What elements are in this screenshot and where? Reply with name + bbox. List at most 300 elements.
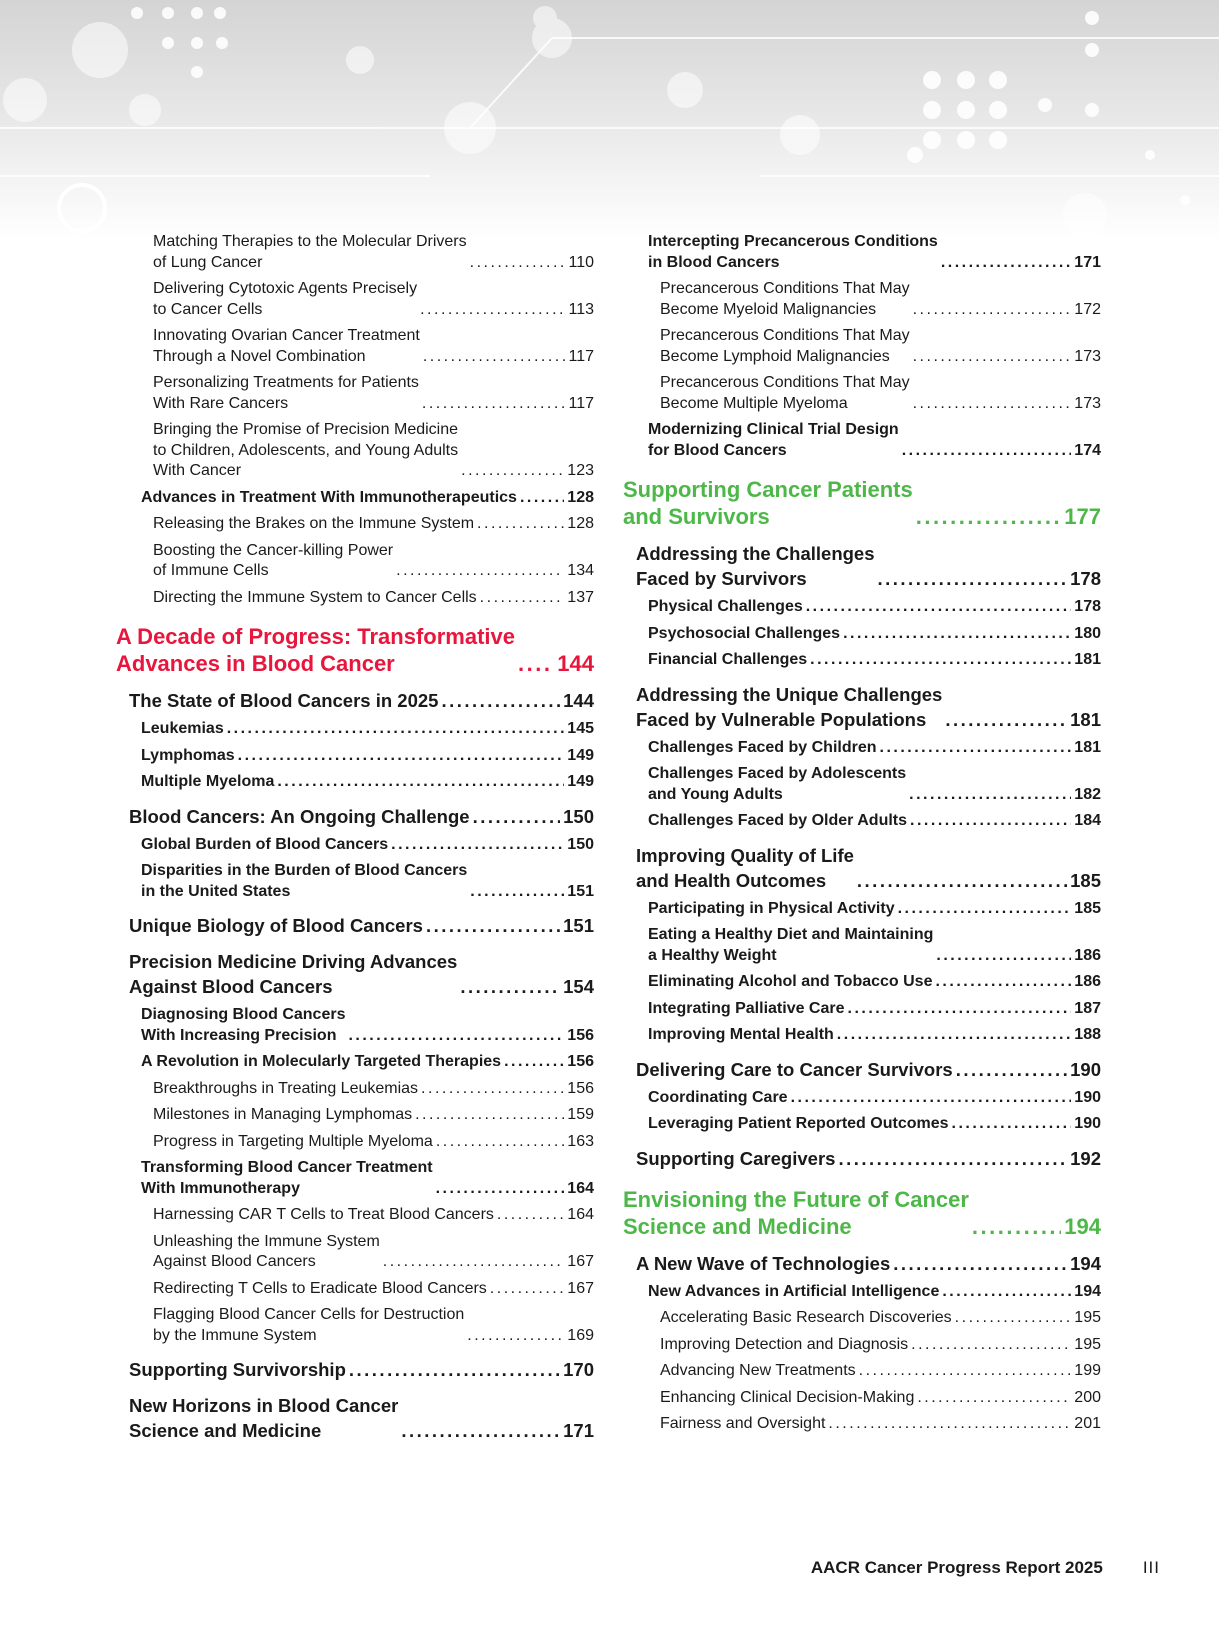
toc-entry-title bbox=[141, 1158, 433, 1199]
toc-entry-title bbox=[116, 623, 515, 677]
toc-entry-page: 178 bbox=[1070, 568, 1101, 589]
dot-leader bbox=[470, 882, 564, 903]
dot-leader bbox=[383, 1252, 565, 1273]
toc-entry-page: 194 bbox=[1064, 1213, 1101, 1239]
toc-entry[interactable] bbox=[623, 1251, 1101, 1276]
toc-entry-title-line: Financial Challenges bbox=[648, 651, 808, 668]
toc-entry[interactable] bbox=[116, 804, 594, 829]
toc-entry-page: 150 bbox=[567, 835, 594, 853]
toc-entry-title-line: Eliminating Alcohol and Tobacco Use bbox=[648, 973, 933, 990]
dot-leader bbox=[902, 441, 1072, 462]
dot-leader bbox=[848, 999, 1072, 1020]
dot-leader bbox=[893, 1251, 1067, 1276]
dot-leader bbox=[349, 1357, 560, 1382]
toc-entry-title-line: Precancerous Conditions That May bbox=[660, 280, 910, 297]
toc-entry-page: 145 bbox=[567, 720, 594, 737]
dot-leader bbox=[473, 804, 561, 829]
dot-leader bbox=[421, 1079, 564, 1100]
dot-leader bbox=[791, 1088, 1072, 1109]
toc-left-column bbox=[116, 232, 594, 1443]
toc-entry-title bbox=[153, 1232, 380, 1273]
dot-leader bbox=[520, 488, 564, 509]
toc-entry[interactable] bbox=[623, 682, 1101, 732]
toc-entry[interactable] bbox=[623, 738, 1101, 759]
toc-entry-page: 156 bbox=[567, 1026, 594, 1044]
toc-entry-title bbox=[660, 1335, 908, 1356]
dot-leader bbox=[828, 1414, 1071, 1435]
toc-entry[interactable] bbox=[116, 1105, 594, 1126]
dot-leader bbox=[917, 1388, 1071, 1409]
toc-entry[interactable] bbox=[116, 232, 594, 273]
toc-entry-title-line: Directing the Immune System to Cancer Cells bbox=[153, 588, 477, 606]
dot-leader bbox=[935, 972, 1071, 993]
toc-entry-title-line: Multiple Myeloma bbox=[141, 773, 275, 790]
toc-entry-title-line: Advancing New Treatments bbox=[660, 1362, 856, 1379]
toc-entry-title-line: Unleashing the Immune System bbox=[153, 1232, 380, 1250]
toc-entry[interactable] bbox=[116, 1158, 594, 1199]
toc-entry-title-line: Transforming Blood Cancer Treatment bbox=[141, 1159, 433, 1176]
toc-entry[interactable] bbox=[116, 420, 594, 482]
toc-entry-title bbox=[153, 1279, 487, 1300]
toc-entry[interactable] bbox=[623, 1282, 1101, 1303]
toc-entry-title-line: Faced by Survivors bbox=[636, 568, 807, 589]
toc-entry-page: 184 bbox=[1074, 812, 1101, 829]
toc-entry-title-line: The State of Blood Cancers in 2025 bbox=[129, 690, 439, 711]
toc-entry[interactable] bbox=[623, 326, 1101, 367]
toc-entry-page: 167 bbox=[567, 1253, 594, 1270]
toc-entry-title bbox=[648, 972, 932, 993]
dot-leader bbox=[460, 974, 560, 999]
toc-entry-title-line: Participating in Physical Activity bbox=[648, 899, 895, 917]
toc-entry-page: 181 bbox=[1074, 651, 1101, 668]
dot-leader bbox=[898, 899, 1072, 920]
toc-entry-title bbox=[129, 949, 457, 999]
toc-entry[interactable] bbox=[116, 746, 594, 767]
toc-entry[interactable] bbox=[116, 1393, 594, 1443]
toc-entry-title-line: to Cancer Cells bbox=[153, 300, 263, 318]
toc-entry[interactable] bbox=[623, 899, 1101, 920]
toc-entry-title-line: by the Immune System bbox=[153, 1326, 317, 1344]
toc-entry-page: 134 bbox=[567, 562, 594, 579]
toc-entry[interactable] bbox=[623, 373, 1101, 414]
toc-entry-page: 156 bbox=[567, 1053, 594, 1070]
toc-entry-title-line: Improving Mental Health bbox=[648, 1026, 834, 1043]
toc-entry-page: 180 bbox=[1074, 624, 1101, 642]
toc-entry-title bbox=[648, 1025, 834, 1046]
toc-entry-title-line: Delivering Care to Cancer Survivors bbox=[636, 1058, 953, 1080]
toc-entry-title-line: Precision Medicine Driving Advances bbox=[129, 951, 458, 972]
toc-entry-page: 177 bbox=[1064, 504, 1101, 529]
toc-entry-page: 192 bbox=[1070, 1147, 1101, 1169]
toc-entry[interactable] bbox=[116, 1079, 594, 1100]
toc-entry-title bbox=[153, 279, 417, 320]
toc-entry[interactable] bbox=[623, 420, 1101, 461]
toc-entry[interactable] bbox=[623, 279, 1101, 320]
toc-entry[interactable] bbox=[623, 925, 1101, 966]
toc-entry-title-line: With Cancer bbox=[153, 462, 242, 479]
dot-leader bbox=[911, 1335, 1071, 1356]
toc-entry[interactable] bbox=[116, 1052, 594, 1073]
toc-entry-title-line: Progress in Targeting Multiple Myeloma bbox=[153, 1132, 433, 1150]
dot-leader bbox=[391, 835, 564, 856]
toc-entry-title bbox=[636, 843, 854, 893]
dot-leader bbox=[913, 300, 1072, 321]
dot-leader bbox=[477, 514, 564, 535]
toc-entry-title-line: a Healthy Weight bbox=[648, 946, 777, 964]
dot-leader bbox=[945, 707, 1067, 732]
toc-entry-title-line: Eating a Healthy Diet and Maintaining bbox=[648, 926, 934, 943]
toc-entry-title-line: Fairness and Oversight bbox=[660, 1415, 826, 1432]
dot-leader bbox=[470, 253, 566, 274]
toc-entry-title-line: New Horizons in Blood Cancer bbox=[129, 1395, 399, 1416]
toc-entry-title-line: and Survivors bbox=[623, 504, 770, 529]
toc-entry-title bbox=[660, 1361, 856, 1382]
dot-leader bbox=[401, 1418, 560, 1443]
toc-entry-title-line: Against Blood Cancers bbox=[129, 976, 333, 997]
toc-entry-title-line: Matching Therapies to the Molecular Drivers bbox=[153, 233, 467, 250]
toc-entry[interactable] bbox=[116, 688, 594, 713]
toc-entry-page: 169 bbox=[567, 1326, 594, 1344]
toc-entry[interactable] bbox=[623, 1114, 1101, 1135]
toc-entry-page: 171 bbox=[1074, 253, 1101, 271]
toc-entry-page: 201 bbox=[1074, 1415, 1101, 1432]
toc-entry-title bbox=[141, 1005, 345, 1046]
dot-leader bbox=[423, 347, 566, 368]
toc-entry[interactable] bbox=[623, 650, 1101, 671]
toc-entry-page: 171 bbox=[563, 1420, 594, 1441]
toc-entry-page: 174 bbox=[1074, 441, 1101, 459]
toc-entry[interactable] bbox=[116, 719, 594, 740]
toc-entry-title-line: Redirecting T Cells to Eradicate Blood Cancers bbox=[153, 1279, 487, 1297]
toc-entry-title bbox=[648, 925, 933, 966]
toc-entry-title-line: New Advances in Artificial Intelligence bbox=[648, 1282, 940, 1300]
toc-entry-title bbox=[648, 738, 877, 759]
toc-entry-title bbox=[648, 650, 807, 671]
toc-entry-title-line: Through a Novel Combination bbox=[153, 347, 366, 365]
toc-entry-title-line: and Health Outcomes bbox=[636, 869, 827, 891]
toc-entry-page: 172 bbox=[1074, 300, 1101, 318]
toc-entry[interactable] bbox=[623, 597, 1101, 618]
toc-entry-page: 163 bbox=[567, 1132, 594, 1150]
dot-leader bbox=[396, 561, 564, 582]
toc-entry-title-line: Psychosocial Challenges bbox=[648, 624, 841, 642]
decorative-ring bbox=[57, 183, 107, 233]
toc-entry-title-line: Innovating Ovarian Cancer Treatment bbox=[153, 327, 420, 344]
toc-entry[interactable] bbox=[623, 764, 1101, 805]
toc-entry-title-line: Challenges Faced by Children bbox=[648, 738, 877, 756]
toc-entry-title bbox=[153, 1132, 433, 1153]
toc-entry[interactable] bbox=[623, 541, 1101, 591]
toc-entry[interactable] bbox=[623, 1335, 1101, 1356]
toc-entry-page: 144 bbox=[557, 651, 594, 676]
toc-entry-title-line: Challenges Faced by Adolescents bbox=[648, 765, 907, 782]
toc-entry-title bbox=[141, 746, 235, 767]
toc-entry-page: 188 bbox=[1074, 1026, 1101, 1043]
toc-entry-page: 128 bbox=[567, 515, 594, 532]
toc-entry[interactable] bbox=[623, 1057, 1101, 1082]
toc-entry-page: 186 bbox=[1074, 946, 1101, 964]
toc-entry[interactable] bbox=[623, 1088, 1101, 1109]
toc-entry-title bbox=[660, 1414, 825, 1435]
toc-entry-page: 185 bbox=[1070, 869, 1101, 891]
dot-leader bbox=[480, 588, 565, 609]
toc-entry-title bbox=[648, 899, 895, 920]
toc-entry-title-line: Advances in Blood Cancer bbox=[116, 651, 395, 676]
toc-entry-title-line: A Decade of Progress: Transformative bbox=[116, 624, 515, 649]
toc-entry-title bbox=[648, 420, 899, 461]
toc-entry-title-line: Intercepting Precancerous Conditions bbox=[648, 233, 938, 250]
toc-entry[interactable] bbox=[623, 232, 1101, 273]
toc-entry-title bbox=[141, 719, 224, 740]
toc-entry-page: 110 bbox=[568, 253, 594, 271]
toc-entry-title-line: Global Burden of Blood Cancers bbox=[141, 835, 389, 853]
toc-entry[interactable] bbox=[623, 972, 1101, 993]
dot-leader bbox=[909, 785, 1071, 806]
dot-leader bbox=[422, 394, 566, 415]
dot-leader bbox=[238, 746, 565, 767]
dot-leader bbox=[436, 1179, 565, 1200]
toc-entry-title-line: Precancerous Conditions That May bbox=[660, 374, 910, 391]
toc-entry[interactable] bbox=[116, 541, 594, 582]
dot-leader bbox=[941, 253, 1071, 274]
toc-entry-page: 195 bbox=[1074, 1335, 1101, 1353]
toc-entry-title bbox=[153, 326, 420, 367]
toc-entry-title bbox=[623, 1186, 969, 1240]
toc-entry-title-line: Milestones in Managing Lymphomas bbox=[153, 1106, 413, 1123]
dot-leader bbox=[916, 503, 1062, 530]
toc-entry[interactable] bbox=[623, 999, 1101, 1020]
toc-entry-page: 164 bbox=[567, 1206, 594, 1223]
toc-entry-title-line: With Immunotherapy bbox=[141, 1179, 300, 1197]
toc-entry-title-line: Modernizing Clinical Trial Design bbox=[648, 421, 899, 438]
toc-entry[interactable] bbox=[116, 514, 594, 535]
toc-entry-title-line: Become Multiple Myeloma bbox=[660, 394, 848, 412]
toc-entry-title-line: for Blood Cancers bbox=[648, 441, 787, 459]
toc-entry-page: 113 bbox=[568, 300, 594, 318]
toc-entry-page: 185 bbox=[1074, 899, 1101, 917]
toc-entry-title bbox=[141, 835, 388, 856]
page-number: III bbox=[1142, 1558, 1160, 1577]
toc-entry-title-line: Enhancing Clinical Decision-Making bbox=[660, 1388, 915, 1406]
toc-entry[interactable] bbox=[116, 1279, 594, 1300]
toc-entry-title bbox=[153, 1205, 494, 1226]
toc-entry-title bbox=[153, 232, 467, 273]
toc-entry-title-line: A New Wave of Technologies bbox=[636, 1252, 891, 1274]
dot-leader bbox=[843, 624, 1071, 645]
toc-entry[interactable] bbox=[116, 623, 594, 677]
dot-leader bbox=[859, 1361, 1072, 1382]
toc-entry-title-line: Supporting Caregivers bbox=[636, 1147, 836, 1169]
toc-entry-title bbox=[153, 420, 458, 482]
dot-leader bbox=[415, 1105, 564, 1126]
toc-entry-title-line: Coordinating Care bbox=[648, 1088, 788, 1106]
toc-entry-page: 151 bbox=[563, 915, 594, 936]
toc-entry-page: 117 bbox=[568, 394, 594, 412]
toc-entry-title-line: Challenges Faced by Older Adults bbox=[648, 812, 908, 829]
molecule-pattern bbox=[0, 0, 1219, 240]
toc-entry-title bbox=[648, 232, 938, 273]
dot-leader bbox=[490, 1279, 565, 1300]
toc-entry-title-line: Addressing the Challenges bbox=[636, 543, 875, 564]
toc-entry-page: 190 bbox=[1070, 1058, 1101, 1080]
dot-leader bbox=[810, 650, 1071, 671]
dot-leader bbox=[857, 868, 1067, 893]
toc-entry-title bbox=[153, 1079, 418, 1100]
toc-entry-title-line: A Revolution in Molecularly Targeted Therapies bbox=[141, 1053, 502, 1070]
dot-leader bbox=[436, 1132, 564, 1153]
toc-entry-title-line: of Immune Cells bbox=[153, 562, 269, 579]
toc-entry-title bbox=[141, 488, 517, 509]
toc-entry[interactable] bbox=[116, 279, 594, 320]
toc-entry[interactable] bbox=[623, 624, 1101, 645]
toc-entry-title bbox=[623, 476, 913, 530]
dot-leader bbox=[956, 1057, 1067, 1082]
toc-entry-title bbox=[129, 913, 423, 938]
toc-entry-title bbox=[636, 1251, 890, 1276]
toc-entry[interactable] bbox=[116, 1232, 594, 1273]
dot-leader bbox=[952, 1114, 1072, 1135]
toc-entry-page: 195 bbox=[1074, 1309, 1101, 1326]
dot-leader bbox=[936, 946, 1071, 967]
dot-leader bbox=[518, 650, 554, 677]
toc-entry[interactable] bbox=[623, 476, 1101, 530]
toc-entry-page: 190 bbox=[1074, 1115, 1101, 1132]
dot-leader bbox=[955, 1308, 1072, 1329]
toc-entry-title bbox=[648, 624, 840, 645]
toc-entry-page: 167 bbox=[567, 1279, 594, 1297]
dot-leader bbox=[227, 719, 565, 740]
toc-entry[interactable] bbox=[116, 326, 594, 367]
toc-entry-title-line: Improving Quality of Life bbox=[636, 844, 854, 866]
toc-entry-title-line: of Lung Cancer bbox=[153, 253, 263, 271]
toc-entry-page: 173 bbox=[1074, 394, 1101, 412]
toc-entry-title bbox=[648, 811, 907, 832]
toc-entry-title bbox=[660, 373, 910, 414]
toc-entry-title-line: Faced by Vulnerable Populations bbox=[636, 708, 927, 730]
toc-entry-page: 194 bbox=[1070, 1252, 1101, 1274]
toc-entry[interactable] bbox=[116, 861, 594, 902]
toc-entry-title bbox=[153, 514, 474, 535]
toc-entry[interactable] bbox=[116, 913, 594, 938]
dot-leader bbox=[504, 1052, 564, 1073]
toc-entry[interactable] bbox=[623, 843, 1101, 893]
toc-entry-title bbox=[129, 688, 438, 713]
toc-entry-title-line: Precancerous Conditions That May bbox=[660, 327, 910, 344]
toc-entry-page: 194 bbox=[1074, 1282, 1101, 1300]
toc-entry-page: 117 bbox=[568, 347, 594, 365]
toc-entry[interactable] bbox=[116, 1357, 594, 1382]
toc-entry-page: 123 bbox=[567, 462, 594, 479]
toc-entry[interactable] bbox=[623, 1308, 1101, 1329]
toc-entry[interactable] bbox=[116, 588, 594, 609]
toc-entry[interactable] bbox=[623, 1025, 1101, 1046]
toc-entry-title-line: and Young Adults bbox=[648, 785, 783, 803]
dot-leader bbox=[441, 688, 560, 713]
toc-entry-title bbox=[648, 1114, 949, 1135]
toc-entry-page: 170 bbox=[563, 1359, 594, 1380]
toc-entry-page: 159 bbox=[567, 1106, 594, 1123]
toc-entry-title bbox=[660, 279, 910, 320]
toc-entry-title bbox=[648, 764, 906, 805]
dot-leader bbox=[806, 597, 1072, 618]
toc-entry[interactable] bbox=[116, 949, 594, 999]
toc-entry[interactable] bbox=[116, 1132, 594, 1153]
toc-entry-title-line: Become Myeloid Malignancies bbox=[660, 300, 877, 318]
toc-entry[interactable] bbox=[623, 1361, 1101, 1382]
toc-entry[interactable] bbox=[116, 835, 594, 856]
dot-leader bbox=[461, 461, 564, 482]
toc-entry-title-line: Physical Challenges bbox=[648, 598, 803, 615]
toc-entry-title bbox=[153, 1305, 464, 1346]
toc-entry-title bbox=[636, 1057, 953, 1082]
toc-entry-page: 144 bbox=[563, 690, 594, 711]
toc-entry-title-line: Envisioning the Future of Cancer bbox=[623, 1186, 969, 1212]
toc-entry-title bbox=[153, 541, 393, 582]
toc-entry[interactable] bbox=[623, 1388, 1101, 1409]
toc-entry-page: 154 bbox=[563, 976, 594, 997]
toc-entry-page: 190 bbox=[1074, 1088, 1101, 1106]
toc-entry[interactable] bbox=[623, 1186, 1101, 1240]
dot-leader bbox=[878, 566, 1068, 591]
dot-leader bbox=[837, 1025, 1072, 1046]
toc-entry[interactable] bbox=[116, 488, 594, 509]
toc-entry-title-line: With Rare Cancers bbox=[153, 394, 289, 412]
toc-entry-title-line: Bringing the Promise of Precision Medicine bbox=[153, 421, 459, 438]
toc-entry-title-line: Harnessing CAR T Cells to Treat Blood Cancers bbox=[153, 1206, 494, 1223]
toc-entry-title-line: Lymphomas bbox=[141, 746, 235, 764]
toc-entry-page: 181 bbox=[1074, 738, 1101, 756]
toc-entry-title bbox=[648, 1282, 939, 1303]
toc-entry[interactable] bbox=[116, 772, 594, 793]
toc-entry-title-line: Blood Cancers: An Ongoing Challenge bbox=[129, 805, 470, 827]
dot-leader bbox=[942, 1282, 1071, 1303]
toc-entry-title bbox=[660, 1388, 914, 1409]
toc-entry-title bbox=[153, 373, 419, 414]
toc-entry-title-line: Improving Detection and Diagnosis bbox=[660, 1335, 909, 1353]
toc-entry-title-line: Addressing the Unique Challenges bbox=[636, 683, 943, 705]
toc-entry-title-line: Science and Medicine bbox=[129, 1420, 322, 1441]
toc-entry-title-line: Releasing the Brakes on the Immune System bbox=[153, 515, 475, 532]
toc-entry-page: 199 bbox=[1074, 1362, 1101, 1379]
toc-entry-title-line: Disparities in the Burden of Blood Cancers bbox=[141, 862, 468, 879]
dot-leader bbox=[913, 347, 1072, 368]
toc-entry[interactable] bbox=[623, 1146, 1101, 1171]
toc-entry-title-line: Diagnosing Blood Cancers bbox=[141, 1006, 346, 1023]
toc-entry[interactable] bbox=[116, 1005, 594, 1046]
toc-entry[interactable] bbox=[116, 373, 594, 414]
toc-entry-title bbox=[648, 999, 845, 1020]
toc-entry-title-line: Leveraging Patient Reported Outcomes bbox=[648, 1115, 949, 1132]
toc-entry-title-line: Delivering Cytotoxic Agents Precisely bbox=[153, 280, 418, 297]
toc-entry-page: 156 bbox=[567, 1079, 594, 1097]
toc-entry[interactable] bbox=[116, 1205, 594, 1226]
toc-entry-title-line: Supporting Cancer Patients bbox=[623, 477, 913, 502]
dot-leader bbox=[497, 1205, 564, 1226]
toc-entry-title bbox=[129, 804, 470, 829]
toc-entry[interactable] bbox=[623, 1414, 1101, 1435]
toc-right-column bbox=[623, 232, 1101, 1435]
toc-entry[interactable] bbox=[623, 811, 1101, 832]
toc-entry-title bbox=[636, 682, 942, 732]
toc-entry-title-line: Against Blood Cancers bbox=[153, 1253, 316, 1270]
dot-leader bbox=[972, 1213, 1061, 1240]
page-footer bbox=[600, 1558, 1160, 1578]
toc-entry-page: 128 bbox=[567, 488, 594, 506]
toc-entry-title-line: Accelerating Basic Research Discoveries bbox=[660, 1309, 952, 1326]
header-graphic bbox=[0, 0, 1219, 240]
toc-entry-title-line: Become Lymphoid Malignancies bbox=[660, 347, 890, 365]
toc-entry[interactable] bbox=[116, 1305, 594, 1346]
